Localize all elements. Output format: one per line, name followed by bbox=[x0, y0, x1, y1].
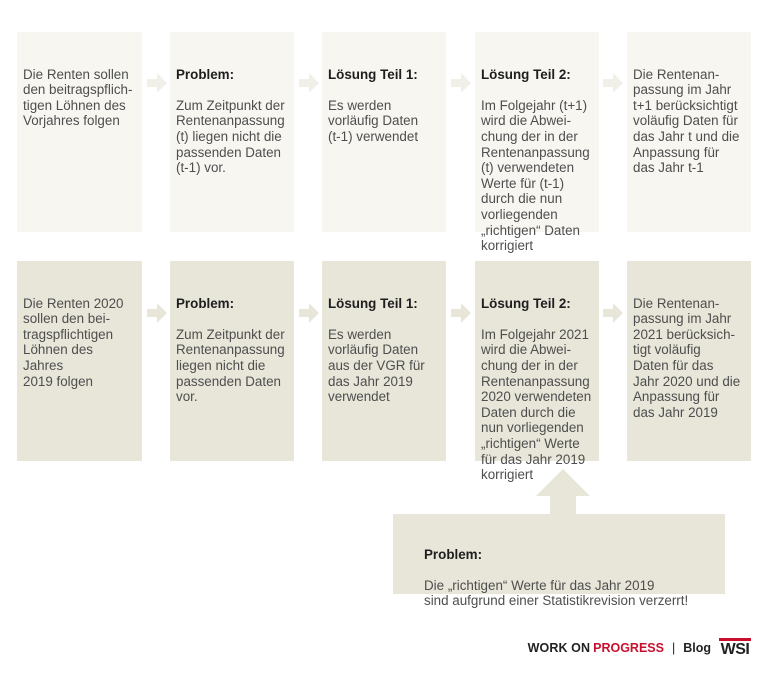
row2-box-solution-2-text: Im Folgejahr 2021 wird die Abwei- chung der in der Rentenanpassung 2020 verwendeten Daten durch die nun vorliegenden „richtigen“ Werte für das Jahr 2019 korrigiert bbox=[481, 326, 592, 483]
row2-box-5-text: Die Rentenan- passung im Jahr 2021 berücksich- tigt voläufig Daten für das Jahr 2020 und die Anpassung für das Jahr 2019 bbox=[633, 295, 741, 420]
row1-box-5-text: Die Rentenan- passung im Jahr t+1 berücksichtigt voläufig Daten für das Jahr t und die Anpassung für das Jahr t-1 bbox=[633, 66, 740, 176]
row2-arrow-right-icon-3 bbox=[451, 303, 471, 323]
row1-arrow-right-icon-1 bbox=[147, 73, 167, 93]
row2-box-problem-title: Problem: bbox=[176, 295, 235, 311]
wsi-logo bbox=[719, 638, 751, 658]
row1-box-solution-1 bbox=[322, 32, 446, 232]
row2-box-solution-2-title: Lösung Teil 2: bbox=[481, 295, 571, 311]
problem-note-box bbox=[393, 514, 725, 609]
footer-progress: PROGRESS bbox=[593, 641, 664, 655]
wsi-logo-text: WSI bbox=[720, 641, 750, 658]
row2-arrow-right-icon-2 bbox=[299, 303, 319, 323]
row1-box-1-text: Die Renten sollen den beitragspflich- tigen Löhnen des Vorjahres folgen bbox=[23, 66, 133, 129]
row1-box-solution-1-title: Lösung Teil 1: bbox=[328, 66, 418, 82]
row2-box-solution-1 bbox=[322, 261, 446, 461]
row1-box-5 bbox=[627, 32, 751, 232]
row2-arrow-right-icon-4 bbox=[603, 303, 623, 323]
row1-arrow-right-icon-2 bbox=[299, 73, 319, 93]
row2-box-solution-1-text: Es werden vorläufig Daten aus der VGR für das Jahr 2019 verwendet bbox=[328, 326, 425, 405]
problem-note-text: Die „richtigen“ Werte für das Jahr 2019 sind aufgrund einer Statistikrevision verzerrt! bbox=[424, 577, 689, 609]
row1-box-solution-2 bbox=[475, 32, 599, 254]
row2-box-problem-text: Zum Zeitpunkt der Rentenanpassung liegen nicht die passenden Daten vor. bbox=[176, 326, 285, 405]
row1-arrow-right-icon-3 bbox=[451, 73, 471, 93]
row1-box-problem bbox=[170, 32, 294, 232]
row2-box-1 bbox=[17, 261, 142, 461]
row1-box-problem-title: Problem: bbox=[176, 66, 235, 82]
row1-box-solution-1-text: Es werden vorläufig Daten (t-1) verwendet bbox=[328, 97, 419, 144]
row2-box-1-text: Die Renten 2020 sollen den bei- tragspflichtigen Löhnen des Jahres 2019 folgen bbox=[23, 295, 124, 389]
row2-box-solution-2 bbox=[475, 261, 599, 483]
row1-box-solution-2-title: Lösung Teil 2: bbox=[481, 66, 571, 82]
row1-box-solution-2-text: Im Folgejahr (t+1) wird die Abwei- chung der in der Rentenanpassung (t) verwendeten Werte für (t-1) durch die nun vorliegenden „richtigen“ Daten korrigiert bbox=[481, 97, 590, 254]
footer-separator: | bbox=[671, 641, 676, 655]
footer-branding bbox=[528, 637, 751, 659]
row2-box-solution-1-title: Lösung Teil 1: bbox=[328, 295, 418, 311]
row1-box-1 bbox=[17, 32, 142, 232]
row2-box-problem bbox=[170, 261, 294, 461]
row1-arrow-right-icon-4 bbox=[603, 73, 623, 93]
row2-box-5 bbox=[627, 261, 751, 461]
footer-blog: Blog bbox=[683, 641, 711, 655]
problem-note-title: Problem: bbox=[424, 546, 483, 562]
footer-work-on: WORK ON bbox=[527, 641, 591, 655]
arrow-up-icon bbox=[536, 469, 590, 515]
row1-box-problem-text: Zum Zeitpunkt der Rentenanpassung (t) liegen nicht die passenden Daten (t-1) vor. bbox=[176, 97, 285, 176]
row2-arrow-right-icon-1 bbox=[147, 303, 167, 323]
